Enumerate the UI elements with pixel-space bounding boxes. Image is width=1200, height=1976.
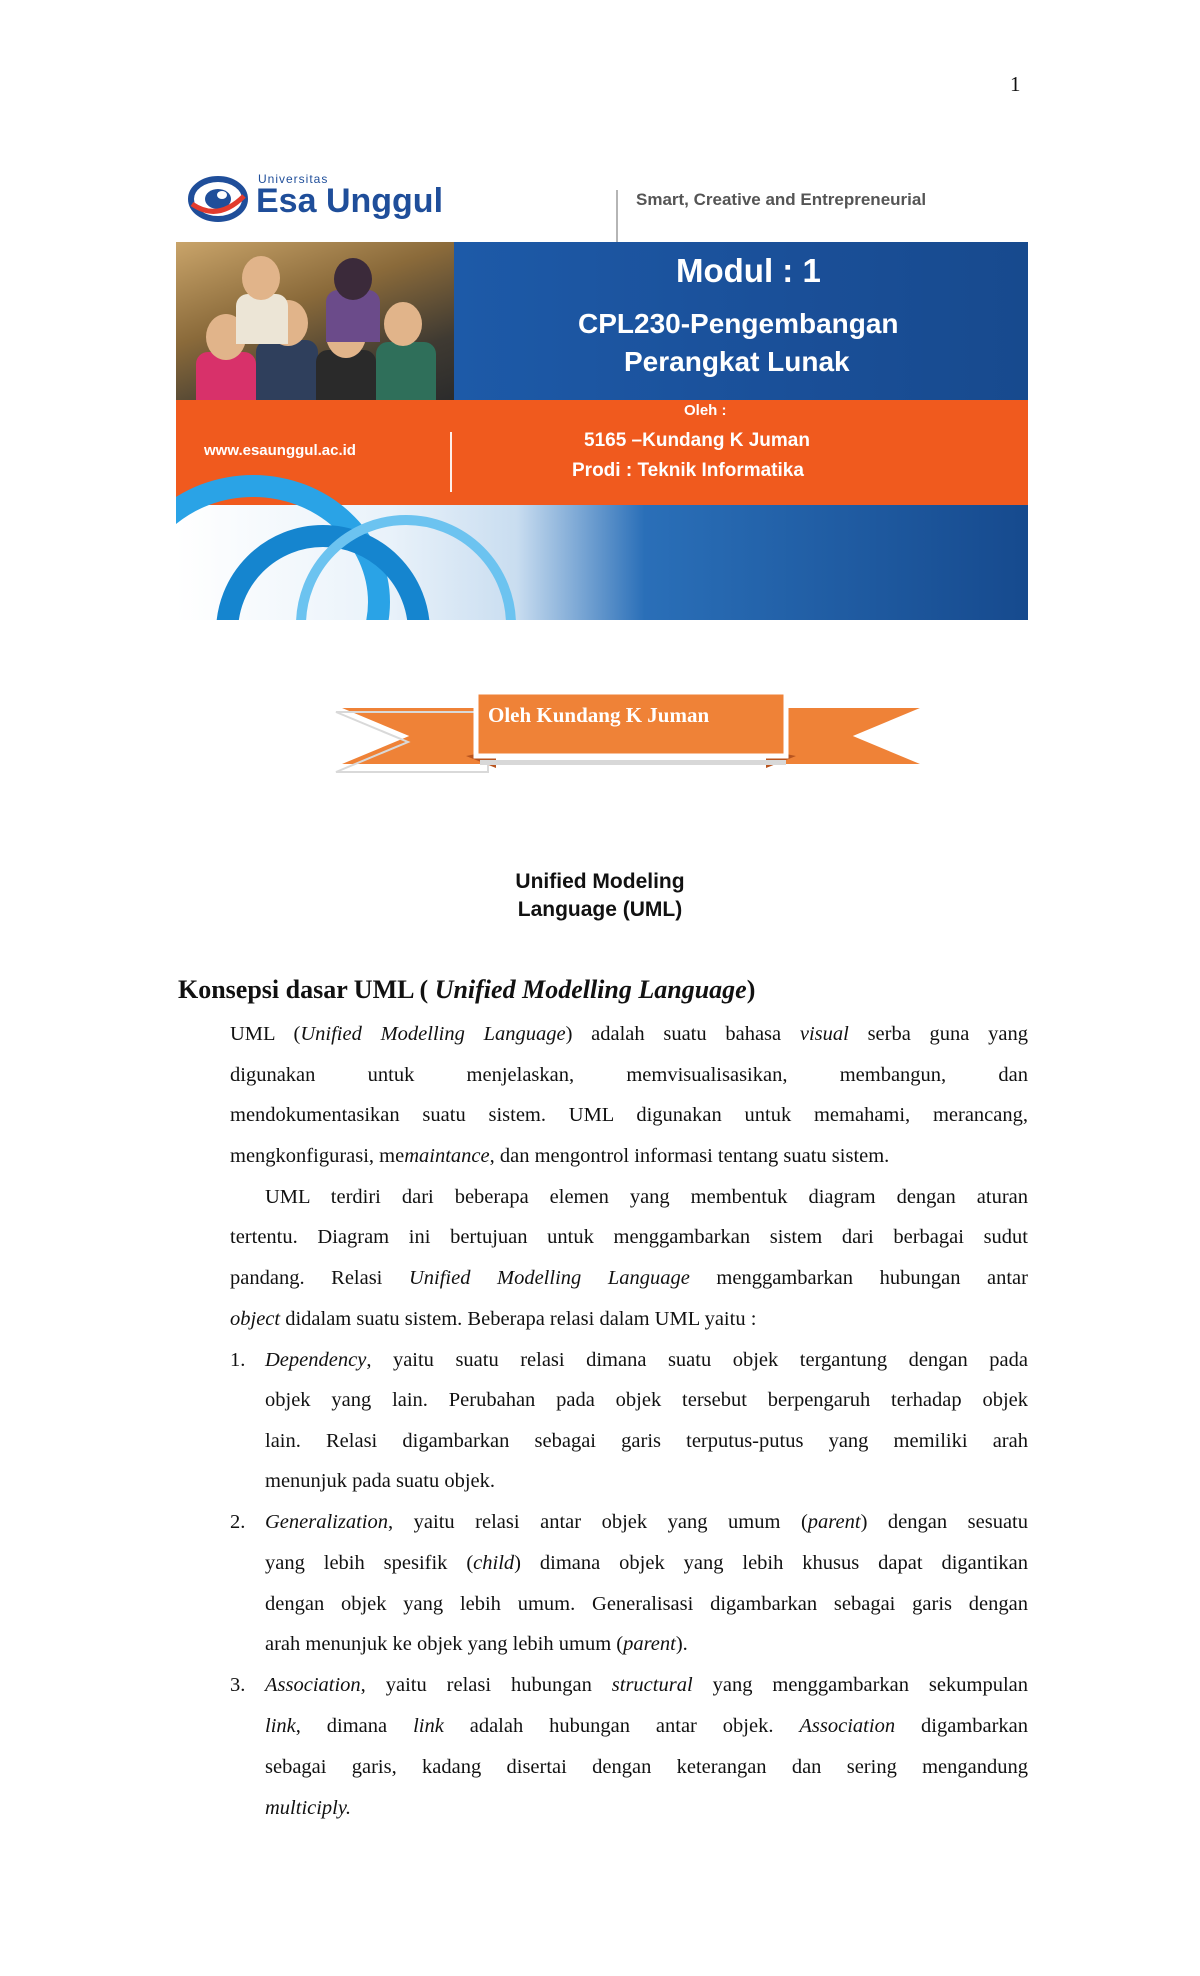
- ribbon-label: Oleh Kundang K Juman: [488, 703, 710, 727]
- course-title-line1: CPL230-Pengembangan: [578, 308, 899, 339]
- list-number-2: 2.: [230, 1511, 246, 1533]
- list-item-1-line1: Dependency, yaitu suatu relasi dimana suatu objek tergantung dengan pada: [265, 1349, 1028, 1371]
- list-number-3: 3.: [230, 1674, 246, 1696]
- document-title-line1: Unified Modeling: [515, 870, 685, 893]
- university-name: Esa Unggul: [256, 182, 444, 220]
- cover-footer: [176, 505, 1028, 620]
- course-title-line2: Perangkat Lunak: [624, 346, 850, 377]
- list-item-1-line3: lain. Relasi digambarkan sebagai garis terputus-putus yang memiliki arah: [265, 1430, 1028, 1452]
- program-line: Prodi : Teknik Informatika: [572, 460, 804, 481]
- list-number-1: 1.: [230, 1349, 246, 1371]
- students-photo: [176, 242, 454, 400]
- university-logo-icon: [188, 174, 248, 224]
- paragraph1-line1: UML (Unified Modelling Language) adalah suatu bahasa visual serba guna yang: [230, 1023, 1028, 1045]
- university-label: Universitas: [258, 172, 329, 186]
- list-item-1-line4: menunjuk pada suatu objek.: [265, 1470, 496, 1492]
- by-label: Oleh :: [684, 402, 727, 419]
- paragraph2-line1: UML terdiri dari beberapa elemen yang membentuk diagram dengan aturan: [265, 1186, 1028, 1208]
- cover-banner: [176, 160, 1028, 620]
- author-panel-divider: [450, 432, 452, 492]
- author-line: 5165 –Kundang K Juman: [584, 430, 810, 451]
- list-item-2-line4: arah menunjuk ke objek yang lebih umum (parent).: [265, 1633, 688, 1655]
- list-item-3-line3: sebagai garis, kadang disertai dengan keterangan dan sering mengandung: [265, 1756, 1028, 1778]
- module-number: Modul : 1: [676, 252, 821, 289]
- section-heading: Konsepsi dasar UML ( Unified Modelling Language): [178, 975, 756, 1004]
- page-number: 1: [1010, 72, 1021, 96]
- list-item-2-line2: yang lebih spesifik (child) dimana objek yang lebih khusus dapat digantikan: [265, 1552, 1028, 1574]
- paragraph1-line2: digunakan untuk menjelaskan, memvisualisasikan, membangun, dan: [230, 1064, 1028, 1086]
- list-item-3-line4: multiciply.: [265, 1797, 351, 1819]
- list-item-2-line1: Generalization, yaitu relasi antar objek yang umum (parent) dengan sesuatu: [265, 1511, 1028, 1533]
- document-title-line2: Language (UML): [517, 898, 683, 921]
- list-item-2-line3: dengan objek yang lebih umum. Generalisasi digambarkan sebagai garis dengan: [265, 1593, 1028, 1615]
- tagline: Smart, Creative and Entrepreneurial: [636, 190, 927, 209]
- website-url: www.esaunggul.ac.id: [204, 442, 356, 459]
- paragraph2-line3: pandang. Relasi Unified Modelling Language menggambarkan hubungan antar: [230, 1267, 1028, 1289]
- paragraph2-line4: object didalam suatu sistem. Beberapa relasi dalam UML yaitu :: [230, 1308, 757, 1330]
- list-item-1-line2: objek yang lain. Perubahan pada objek tersebut berpengaruh terhadap objek: [265, 1389, 1028, 1411]
- list-item-3-line2: link, dimana link adalah hubungan antar objek. Association digambarkan: [265, 1715, 1029, 1737]
- list-item-3-line1: Association, yaitu relasi hubungan structural yang menggambarkan sekumpulan: [265, 1674, 1028, 1696]
- paragraph1-line4: mengkonfigurasi, memaintance, dan mengontrol informasi tentang suatu sistem.: [230, 1145, 890, 1167]
- paragraph2-line2: tertentu. Diagram ini bertujuan untuk menggambarkan sistem dari berbagai sudut: [230, 1226, 1028, 1248]
- cover-header: [176, 160, 1028, 242]
- paragraph1-line3: mendokumentasikan suatu sistem. UML digunakan untuk memahami, merancang,: [230, 1104, 1028, 1126]
